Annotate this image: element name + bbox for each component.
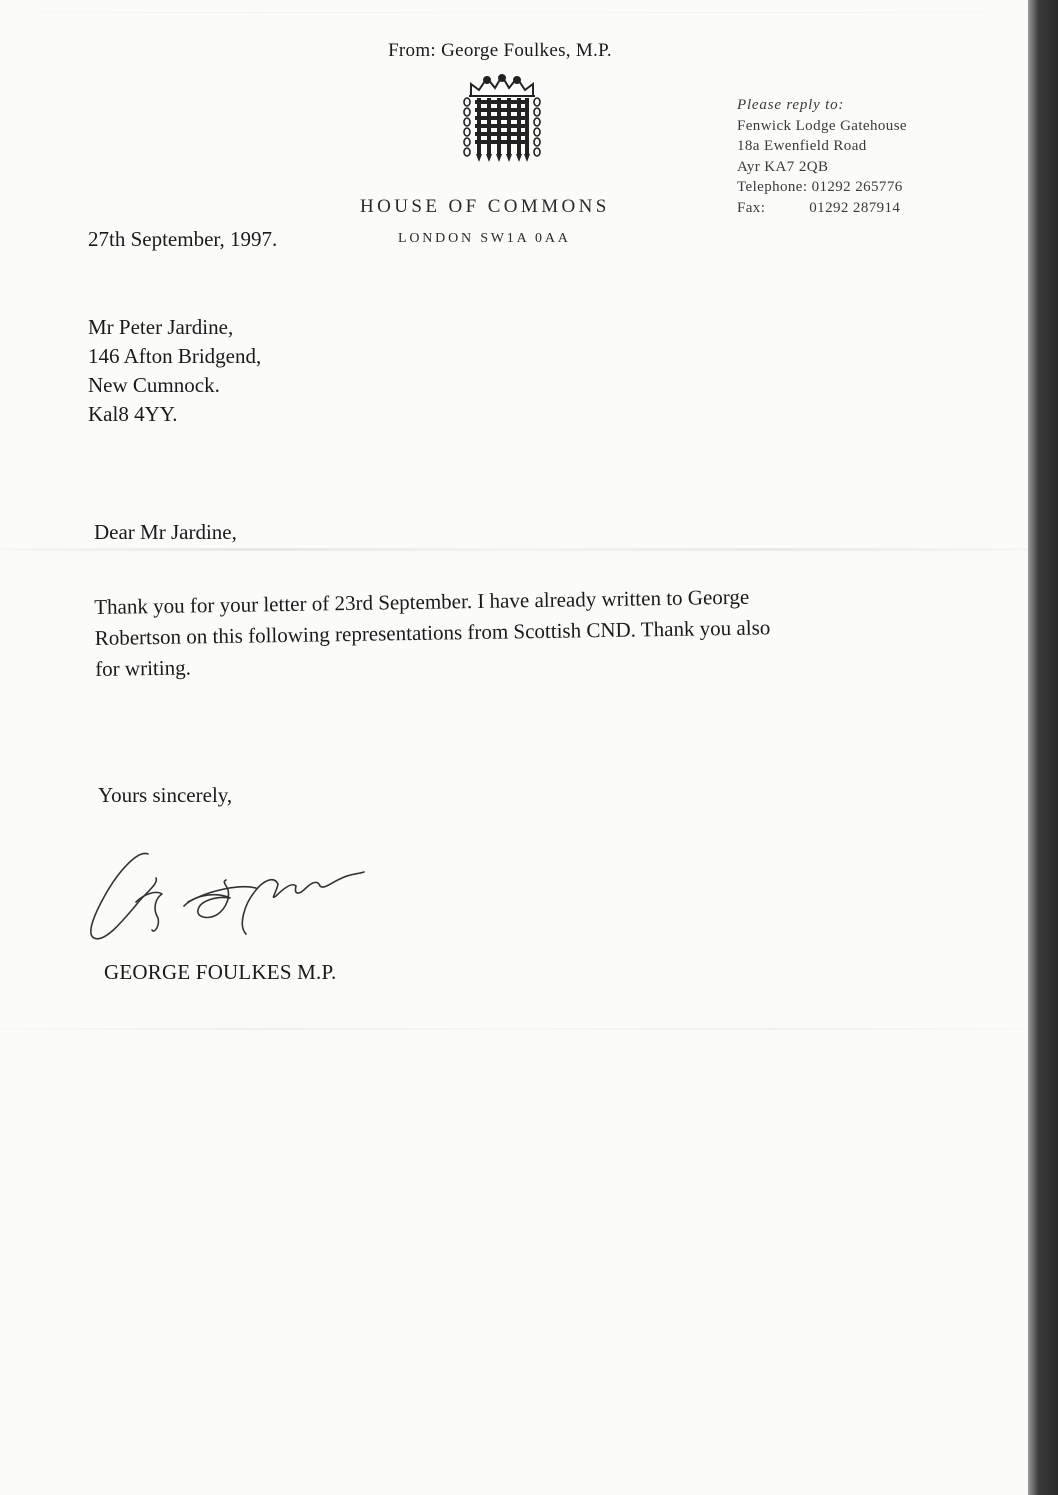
body-line: for writing. xyxy=(95,655,192,681)
institution-address: LONDON SW1A 0AA xyxy=(398,231,571,246)
recipient-line: Kal8 4YY. xyxy=(88,402,178,426)
reply-to-line: Telephone: 01292 265776 xyxy=(737,179,903,195)
salutation: Dear Mr Jardine, xyxy=(94,520,237,544)
reply-to-heading: Please reply to: xyxy=(737,97,845,113)
letterhead-from xyxy=(0,40,1000,62)
signer-name: GEORGE FOULKES M.P. xyxy=(104,960,337,984)
body-line: Robertson on this following representations from Scottish CND. Thank you also xyxy=(94,615,771,650)
portcullis-icon xyxy=(461,74,543,170)
letter-body xyxy=(94,579,895,685)
reply-to-line: 18a Ewenfield Road xyxy=(737,138,867,154)
fold-crease xyxy=(0,1028,1028,1030)
recipient-line: Mr Peter Jardine, xyxy=(88,315,234,339)
fax-line xyxy=(737,198,907,219)
recipient-line: 146 Afton Bridgend, xyxy=(88,344,262,368)
body-line: Thank you for your letter of 23rd September. I have already written to George xyxy=(94,584,750,619)
recipient-line: New Cumnock. xyxy=(88,373,220,397)
reply-to-block xyxy=(737,95,907,218)
fax-number: 01292 287914 xyxy=(809,199,901,216)
closing: Yours sincerely, xyxy=(98,783,233,807)
reply-to-line: Ayr KA7 2QB xyxy=(737,158,829,175)
fold-crease xyxy=(0,548,1028,551)
signature-icon xyxy=(80,842,370,952)
recipient-address xyxy=(88,313,261,429)
reply-to-line: Fenwick Lodge Gatehouse xyxy=(737,117,907,134)
letter-date: 27th September, 1997. xyxy=(88,227,278,251)
fold-crease xyxy=(0,12,1028,13)
institution-name: HOUSE OF COMMONS xyxy=(360,196,610,217)
fax-label: Fax: xyxy=(737,199,766,216)
from-text: From: George Foulkes, M.P. xyxy=(388,40,612,61)
scan-edge xyxy=(1028,0,1058,1495)
